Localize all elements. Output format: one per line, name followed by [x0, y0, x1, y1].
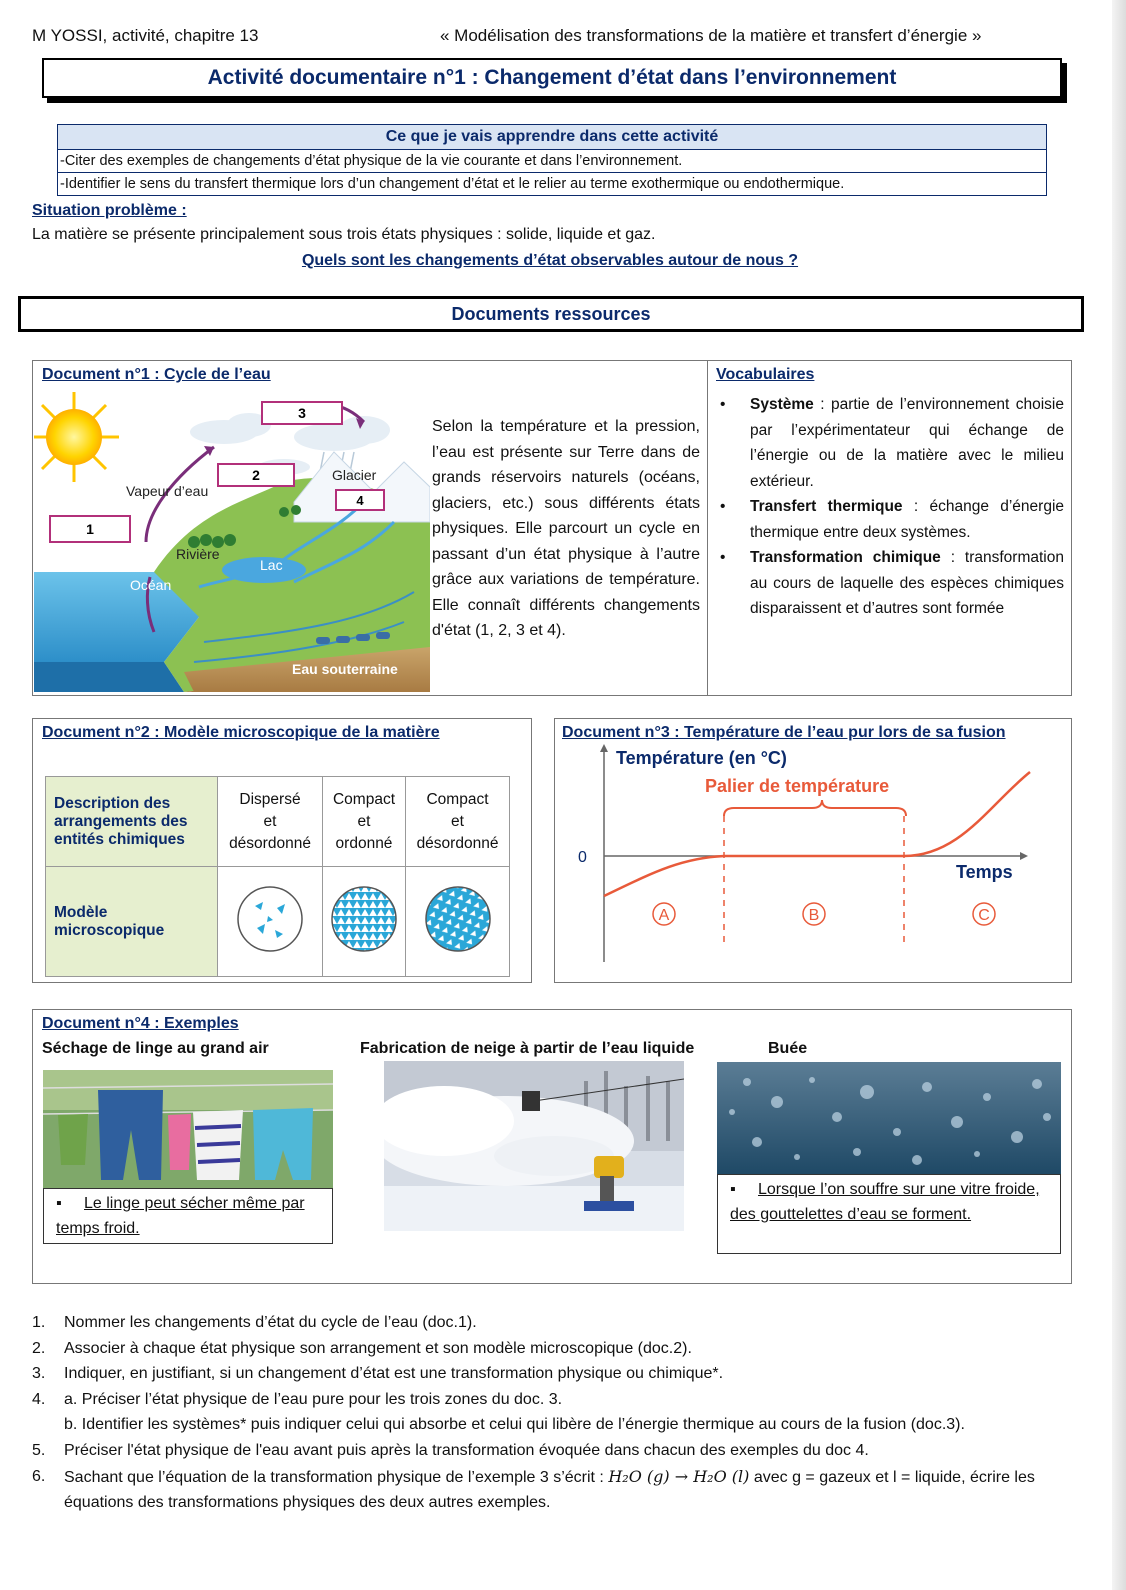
souterraine-label: Eau souterraine — [292, 661, 398, 677]
zone-b-label: B — [808, 907, 820, 924]
bullet-icon: ▪ — [56, 1195, 62, 1212]
example3-label: Buée — [768, 1040, 808, 1057]
zero-label: 0 — [578, 849, 587, 866]
gas-model-icon — [235, 884, 305, 954]
vapeur-label: Vapeur d’eau — [126, 483, 209, 499]
fusion-temperature-graph — [560, 744, 1060, 972]
situation-title: Situation problème : — [32, 202, 187, 219]
situation-text: La matière se présente principalement sous trois états physiques : solide, liquide et gaz. — [32, 226, 656, 243]
solid-model-cell — [323, 867, 406, 977]
resources-title: Documents ressources — [18, 296, 1084, 332]
zone-a-label: A — [658, 907, 670, 924]
example2-label: Fabrication de neige à partir de l’eau liquide — [360, 1040, 695, 1057]
microscopic-model-table — [45, 776, 510, 977]
row-label-description: Description des arrangements des entités chimiques — [46, 777, 218, 867]
vocab-item: • Transformation chimique : transformation au cours de laquelle des espèces chimiques disparaissent et d’autres sont formée — [716, 545, 1064, 622]
questions-list — [32, 1310, 1092, 1516]
vocab-title: Vocabulaires — [716, 366, 815, 383]
ocean-label: Océan — [130, 577, 172, 593]
laundry-photo — [43, 1070, 333, 1188]
glacier-label: Glacier — [332, 467, 377, 483]
equation: H₂O (g) → H₂O (l) — [608, 1466, 750, 1486]
doc1-title: Document n°1 : Cycle de l’eau — [42, 366, 271, 383]
lac-label: Lac — [260, 557, 283, 573]
riviere-label: Rivière — [176, 546, 220, 562]
col-compact-desordonne: Compact et désordonné — [406, 777, 510, 867]
liquid-model-cell — [406, 867, 510, 977]
vocab-list — [716, 392, 1064, 622]
question-6: 6. Sachant que l’équation de la transformation physique de l’exemple 3 s’écrit : H₂O (g) → H₂O (l) avec g = gazeux et l = liquide, écrire les équations des transformations physiques des deux autres exemples. — [32, 1466, 1035, 1512]
page-edge-shadow — [1112, 0, 1126, 1590]
activity-title: Activité documentaire n°1 : Changement d’état dans l’environnement — [42, 58, 1062, 98]
water-cycle-illustration — [34, 392, 430, 692]
learning-objectives-heading: Ce que je vais apprendre dans cette activité — [58, 125, 1046, 150]
learning-objective: -Citer des exemples de changements d’état physique de la vie courante et dans l’environnement. — [60, 153, 683, 169]
row-label-model: Modèle microscopique — [46, 867, 218, 977]
cycle-label-3: 3 — [298, 405, 306, 421]
doc1-text: Selon la température et la pression, l’eau est présente sur Terre dans de grands réservoirs naturels (océans, glaciers, etc.) sous différents états physiques. Elle parcourt un cycle en passant d’un état physique à l’autre grâce aux variations de température. Elle connaît différents changements d'état (1, 2, 3 et 4). — [432, 418, 700, 639]
y-axis-label: Température (en °C) — [616, 748, 787, 768]
bullet-icon: ▪ — [730, 1181, 736, 1198]
col-compact-ordonne: Compact et ordonné — [323, 777, 406, 867]
doc3-title: Document n°3 : Température de l’eau pur lors de sa fusion — [562, 724, 1006, 741]
cycle-label-1: 1 — [86, 521, 94, 537]
question-1: 1. Nommer les changements d’état du cycle de l’eau (doc.1). — [32, 1314, 477, 1331]
learning-objective: -Identifier le sens du transfert thermique lors d’un changement d’état et le relier au terme exothermique ou endothermique. — [58, 172, 1046, 195]
example1-caption: ▪ Le linge peut sécher même par temps froid. — [43, 1188, 333, 1244]
question-3: 3. Indiquer, en justifiant, si un changement d’état est une transformation physique ou chimique*. — [32, 1365, 724, 1383]
question-4b: b. Identifier les systèmes* puis indiquer celui qui absorbe et celui qui libère de l’énergie thermique au cours de la fusion (doc.3). — [64, 1416, 965, 1434]
fog-glass-photo — [717, 1062, 1061, 1174]
x-axis-label: Temps — [956, 862, 1013, 882]
solid-model-icon — [329, 884, 399, 954]
col-disperse: Dispersé et désordonné — [218, 777, 323, 867]
doc4-title: Document n°4 : Exemples — [42, 1015, 239, 1032]
doc2-title: Document n°2 : Modèle microscopique de la matière — [42, 724, 440, 741]
header-author: M YOSSI, activité, chapitre 13 — [32, 26, 259, 45]
example3-caption: ▪ Lorsque l’on souffre sur une vitre froide, des gouttelettes d’eau se forment. — [717, 1174, 1061, 1254]
example1-label: Séchage de linge au grand air — [42, 1040, 269, 1057]
vocab-item: • Système : partie de l’environnement choisie par l’expérimentateur qui échange de l’énergie ou de la matière avec le milieu extérieur. — [716, 392, 1064, 494]
situation-question: Quels sont les changements d’état observables autour de nous ? — [301, 252, 799, 269]
question-2: 2. Associer à chaque état physique son arrangement et son modèle microscopique (doc.2). — [32, 1339, 692, 1357]
liquid-model-icon — [423, 884, 493, 954]
cycle-label-2: 2 — [252, 467, 260, 483]
gas-model-cell — [218, 867, 323, 977]
snow-cannon-photo — [384, 1061, 684, 1231]
plateau-label: Palier de température — [705, 776, 890, 796]
question-5: 5. Préciser l'état physique de l'eau avant puis après la transformation évoquée dans chacun des exemples du doc 4. — [32, 1441, 869, 1459]
zone-c-label: C — [978, 907, 990, 924]
question-4a: 4. a. Préciser l’état physique de l’eau pure pour les trois zones du doc. 3. — [32, 1390, 563, 1408]
header-chapter-title: « Modélisation des transformations de la matière et transfert d’énergie » — [440, 26, 982, 45]
learning-objectives-box — [57, 124, 1047, 196]
cycle-label-4: 4 — [356, 493, 364, 508]
doc1-divider — [707, 360, 708, 696]
vocab-item: • Transfert thermique : échange d’énergie thermique entre deux systèmes. — [716, 494, 1064, 545]
